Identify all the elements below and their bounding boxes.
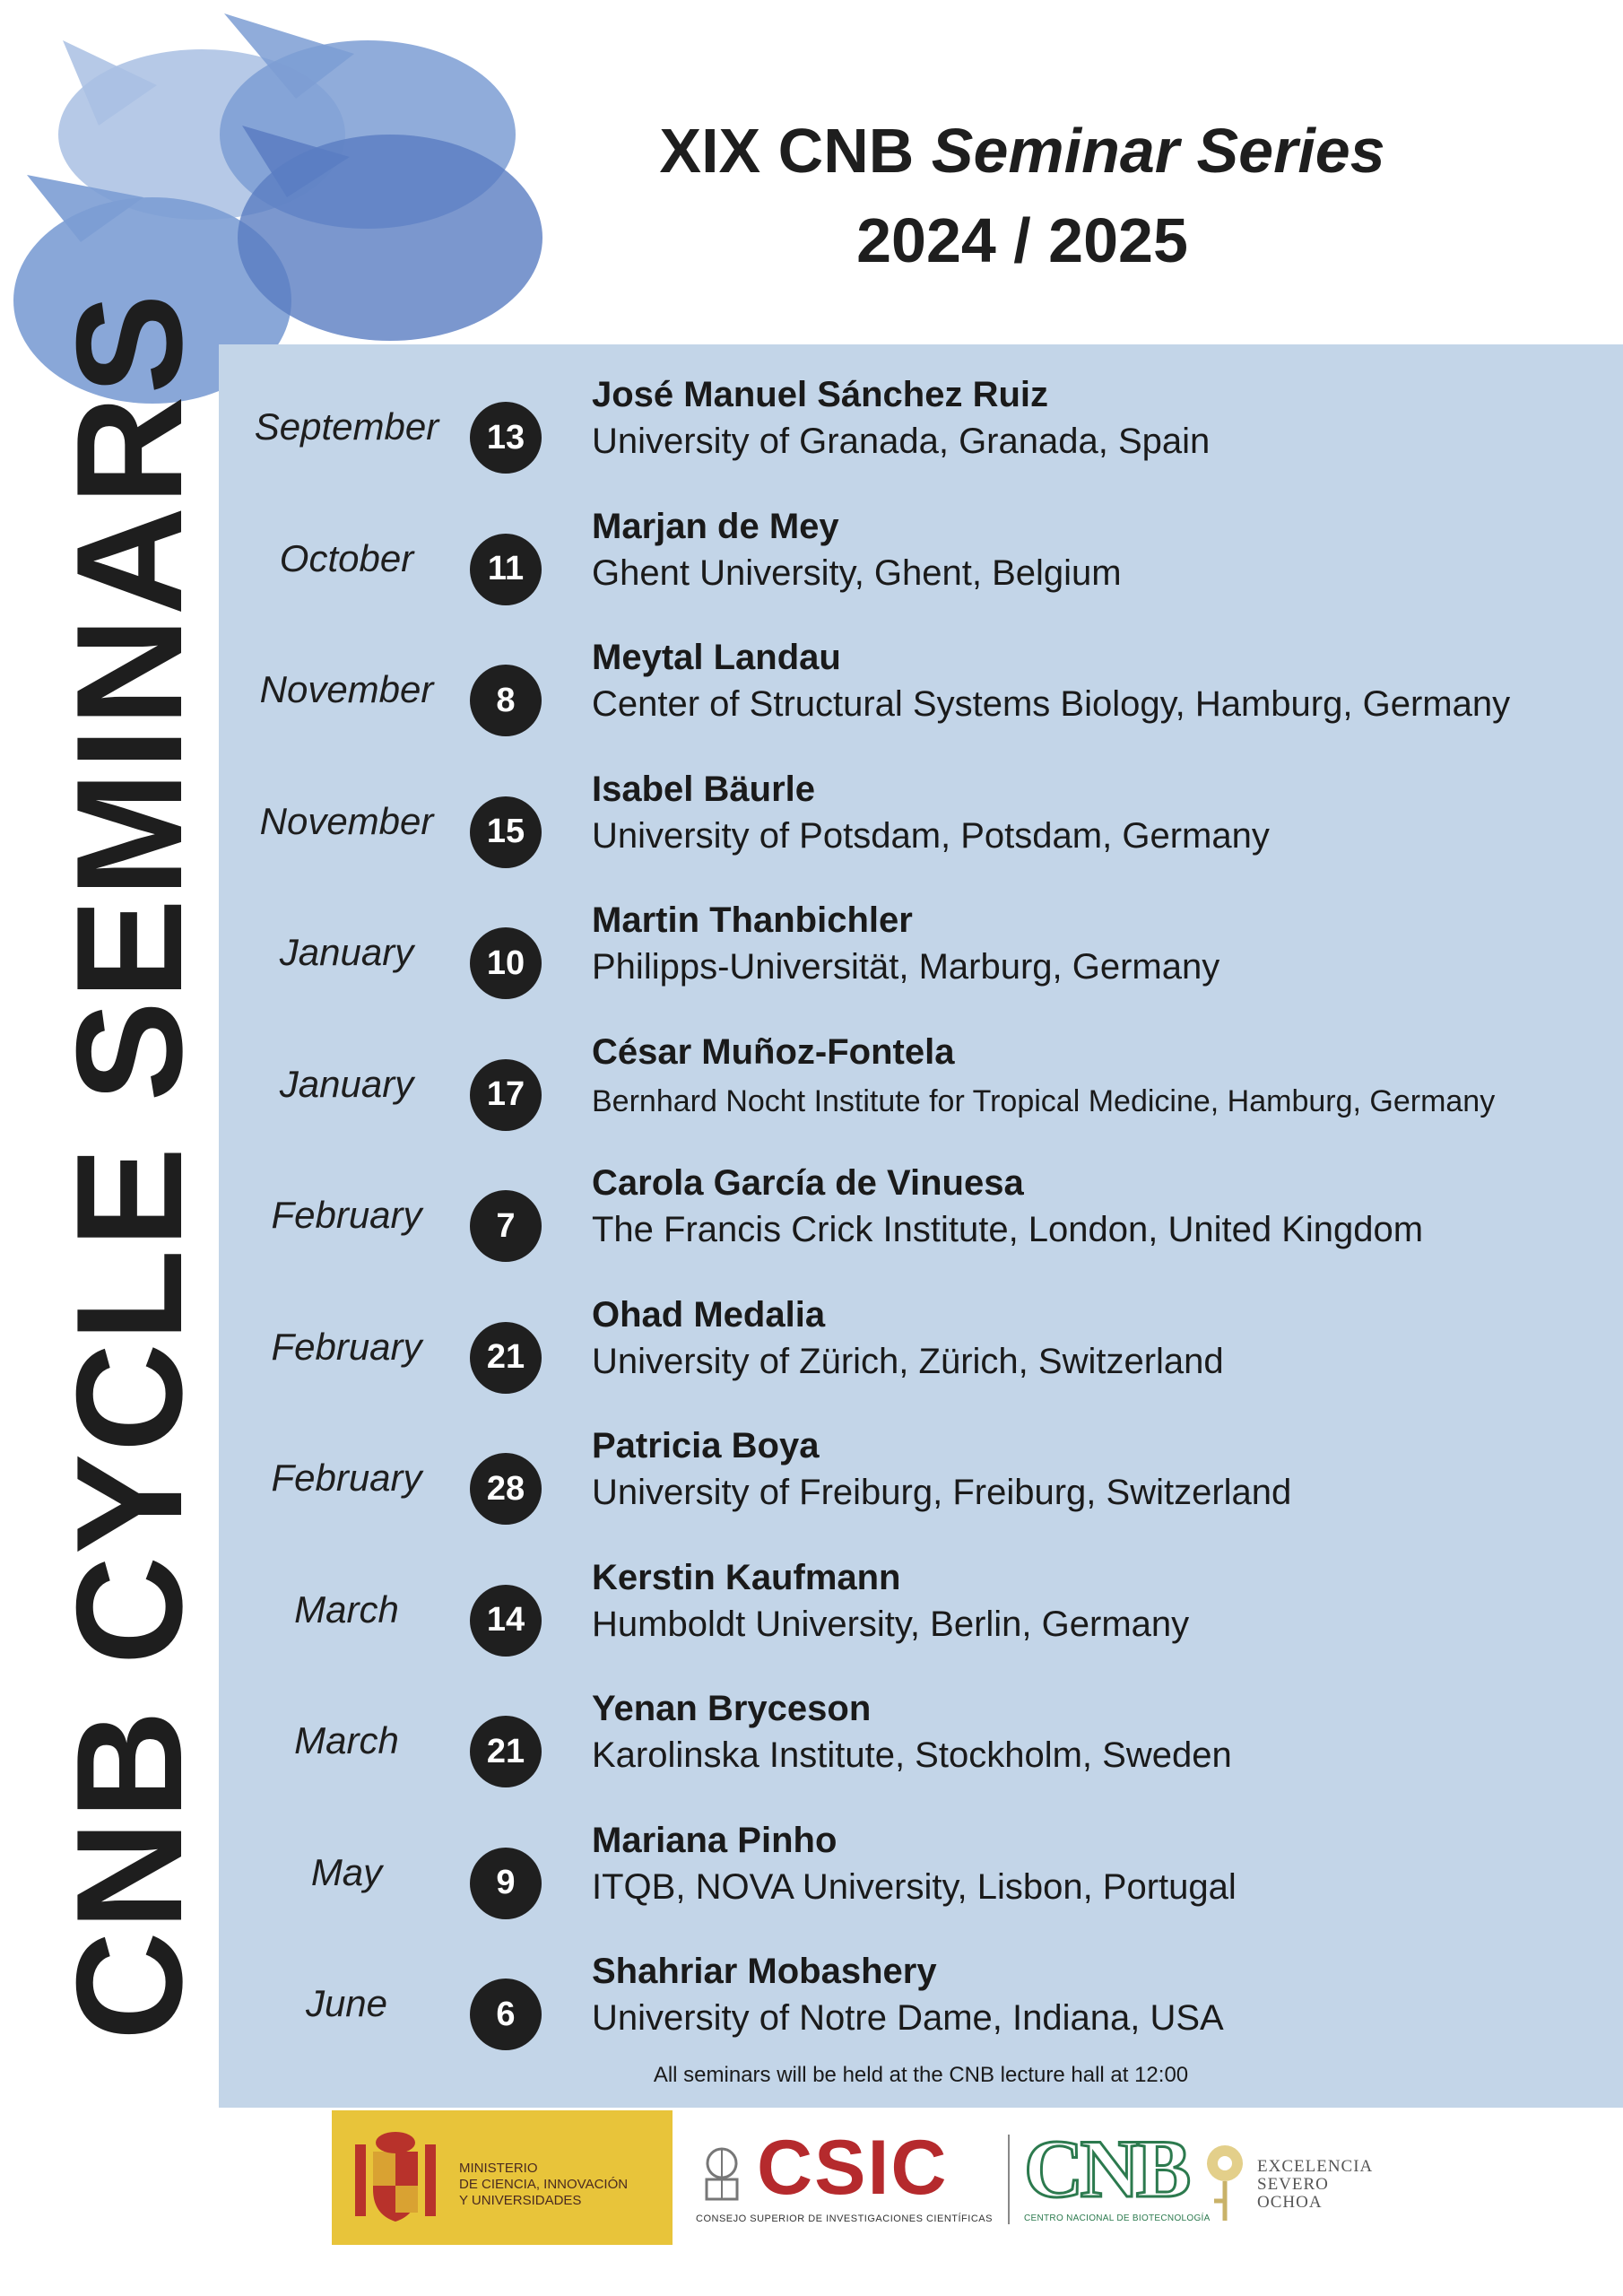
seminar-row (219, 638, 1623, 769)
seminar-affiliation: University of Potsdam, Potsdam, Germany (592, 815, 1270, 856)
csic-logo: CSIC (757, 2125, 949, 2211)
severo-ochoa-text-2: SEVERO (1257, 2175, 1329, 2194)
ministry-text-3: Y UNIVERSIDADES (459, 2193, 582, 2208)
seminar-affiliation: University of Freiburg, Freiburg, Switzerland (592, 1473, 1292, 1512)
title-italic: Seminar Series (931, 116, 1385, 186)
seminar-affiliation: Karolinska Institute, Stockholm, Sweden (592, 1735, 1232, 1775)
seminar-month: November (259, 668, 434, 710)
seminar-row (219, 1163, 1623, 1294)
seminar-speaker: Yenan Bryceson (592, 1689, 872, 1728)
seminar-day-badge: 10 (470, 927, 542, 999)
seminar-day-badge: 9 (470, 1848, 542, 1919)
seminar-affiliation: Center of Structural Systems Biology, Hamburg, Germany (592, 684, 1511, 724)
seminar-affiliation: Philipps-Universität, Marburg, Germany (592, 947, 1220, 987)
coat-of-arms-icon (346, 2126, 445, 2231)
seminar-speaker: Meytal Landau (592, 638, 841, 677)
title-line-1: XIX CNB Seminar Series (659, 116, 1385, 186)
seminar-month: October (279, 536, 414, 579)
seminar-day-badge: 7 (470, 1190, 542, 1262)
seminar-month: November (259, 799, 434, 842)
seminar-day-badge: 11 (470, 534, 542, 605)
seminar-speaker: Marjan de Mey (592, 506, 839, 546)
seminar-row (219, 507, 1623, 638)
seminar-day-badge: 28 (470, 1453, 542, 1525)
title-year: 2024 / 2025 (856, 205, 1188, 275)
seminar-month: March (294, 1719, 399, 1761)
seminar-affiliation: The Francis Crick Institute, London, United Kingdom (592, 1210, 1424, 1249)
seminar-month: February (271, 1457, 422, 1499)
severo-ochoa-text-3: OCHOA (1257, 2193, 1323, 2212)
seminar-speaker: Patricia Boya (592, 1426, 820, 1465)
seminar-row (219, 375, 1623, 506)
venue-note: All seminars will be held at the CNB lecture hall at 12:00 (653, 2063, 1189, 2087)
seminar-affiliation: Bernhard Nocht Institute for Tropical Medicine, Hamburg, Germany (592, 1083, 1496, 1118)
seminar-month: January (279, 1062, 414, 1105)
side-title: CNB CYCLE SEMINARS (45, 291, 213, 2040)
seminar-row (219, 1032, 1623, 1163)
seminar-row (219, 900, 1623, 1031)
seminar-month: February (271, 1325, 422, 1368)
seminar-row (219, 770, 1623, 900)
seminar-affiliation: Humboldt University, Berlin, Germany (592, 1604, 1190, 1644)
csic-emblem-icon (696, 2145, 748, 2203)
seminar-speaker: César Muñoz-Fontela (592, 1031, 955, 1072)
seminar-speaker: Shahriar Mobashery (592, 1952, 937, 1991)
seminar-month: June (305, 1982, 388, 2024)
seminar-affiliation: University of Notre Dame, Indiana, USA (592, 1998, 1224, 2038)
seminar-month: May (310, 1850, 383, 1893)
page-title (538, 106, 1506, 285)
seminar-affiliation: University of Zürich, Zürich, Switzerland (592, 1341, 1224, 1381)
seminar-speaker: Ohad Medalia (592, 1294, 826, 1335)
seminar-row (219, 1295, 1623, 1426)
ministry-text-1: MINISTERIO (459, 2161, 538, 2176)
seminar-month: September (254, 405, 439, 448)
footer-logos (0, 2108, 1623, 2296)
seminar-day-badge: 17 (470, 1059, 542, 1131)
seminar-affiliation: University of Granada, Granada, Spain (592, 422, 1211, 461)
ministry-text-2: DE CIENCIA, INNOVACIÓN (459, 2177, 629, 2192)
seminar-day-badge: 21 (470, 1716, 542, 1787)
seminar-month: January (279, 931, 414, 973)
seminar-row (219, 1689, 1623, 1820)
seminar-speaker: José Manuel Sánchez Ruiz (592, 375, 1049, 414)
logo-divider (1008, 2135, 1010, 2224)
severo-ochoa-text-1: EXCELENCIA (1257, 2157, 1374, 2176)
seminar-speaker: Kerstin Kaufmann (592, 1557, 901, 1597)
seminar-affiliation: ITQB, NOVA University, Lisbon, Portugal (592, 1866, 1237, 1907)
seminar-speaker: Carola García de Vinuesa (592, 1163, 1024, 1203)
seminar-row (219, 1558, 1623, 1689)
seminar-day-badge: 8 (470, 665, 542, 736)
csic-subtitle: CONSEJO SUPERIOR DE INVESTIGACIONES CIENTÍFICAS (696, 2213, 993, 2224)
seminar-day-badge: 13 (470, 402, 542, 474)
seminar-row (219, 1821, 1623, 1952)
seminar-row (219, 1426, 1623, 1557)
cnb-logo: CNB (1024, 2123, 1188, 2214)
seminar-speaker: Isabel Bäurle (592, 769, 816, 809)
seminar-speaker: Martin Thanbichler (592, 900, 913, 940)
seminar-speaker: Mariana Pinho (592, 1820, 838, 1860)
seminar-month: March (294, 1587, 399, 1631)
seminar-day-badge: 6 (470, 1979, 542, 2050)
severo-ochoa-icon (1202, 2138, 1248, 2224)
cnb-subtitle: CENTRO NACIONAL DE BIOTECNOLOGÍA (1024, 2213, 1211, 2223)
ministry-logo (332, 2110, 673, 2245)
seminar-affiliation: Ghent University, Ghent, Belgium (592, 552, 1122, 593)
seminar-day-badge: 14 (470, 1585, 542, 1657)
seminar-month: February (271, 1194, 422, 1236)
seminar-day-badge: 21 (470, 1322, 542, 1394)
seminar-day-badge: 15 (470, 796, 542, 868)
